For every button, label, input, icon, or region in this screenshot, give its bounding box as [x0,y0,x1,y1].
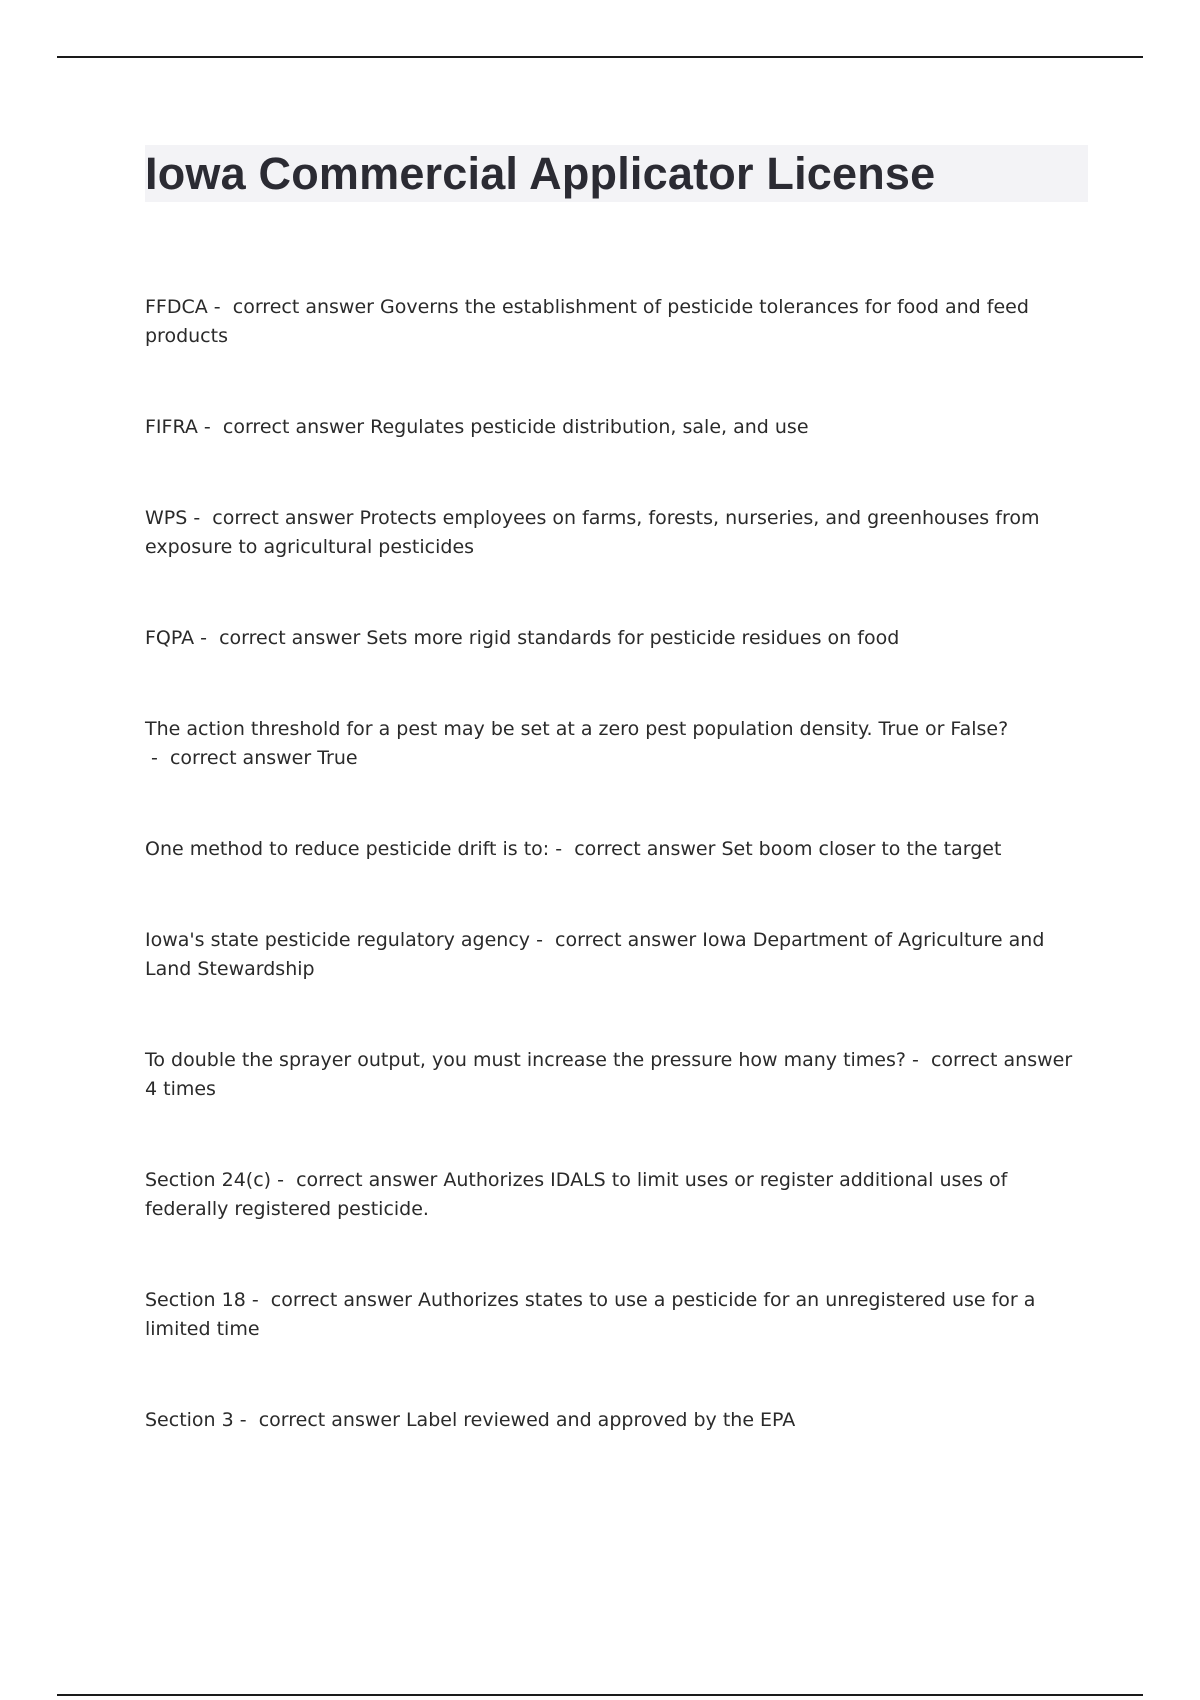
question-separator: - [145,747,170,769]
answer-text: Label reviewed and approved by the EPA [405,1409,796,1431]
question-text: FFDCA [145,296,208,318]
question-separator: - [530,929,556,951]
qa-item [145,1406,1085,1435]
answer-text: Governs the establishment of pesticide tolerances for food and feed products [145,296,1029,347]
qa-item [145,504,1085,562]
question-text: The action threshold for a pest may be set at a zero pest population density. True or False? [145,718,1009,740]
answer-text: Set boom closer to the target [721,838,1002,860]
page-title: Iowa Commercial Applicator License [145,148,936,199]
answer-text: Regulates pesticide distribution, sale, and use [370,416,809,438]
qa-item [145,715,1085,773]
question-text: FIFRA [145,416,198,438]
question-separator: - [207,296,233,318]
qa-list [145,293,1085,1497]
qa-item [145,624,1085,653]
answer-label: correct answer [296,1169,438,1191]
answer-text: Authorizes states to use a pesticide for an unregistered use for a limited time [145,1289,1036,1340]
answer-label: correct answer [222,416,365,438]
question-text: Section 18 [145,1289,246,1311]
question-text: Section 3 [145,1409,234,1431]
question-text: One method to reduce pesticide drift is to: [145,838,550,860]
answer-text: Protects employees on farms, forests, nurseries, and greenhouses from exposure to agricultural pesticides [145,507,1040,558]
answer-label: correct answer [555,929,697,951]
top-rule [57,56,1143,58]
qa-item [145,1286,1085,1344]
answer-label: correct answer [219,627,361,649]
answer-label: correct answer [169,747,312,769]
question-separator: - [194,627,220,649]
question-separator: - [549,838,575,860]
question-separator: - [271,1169,297,1191]
answer-text: Sets more rigid standards for pesticide residues on food [366,627,900,649]
question-text: To double the sprayer output, you must increase the pressure how many times? [145,1049,906,1071]
qa-item [145,293,1085,351]
answer-text: Iowa Department of Agriculture and Land Stewardship [145,929,1045,980]
qa-item [145,1046,1085,1104]
answer-label: correct answer [930,1049,1073,1071]
question-separator: - [197,416,223,438]
question-text: WPS [145,507,188,529]
question-separator: - [905,1049,931,1071]
answer-text: True [317,747,358,769]
qa-item [145,413,1085,442]
answer-label: correct answer [270,1289,412,1311]
answer-label: correct answer [258,1409,400,1431]
question-text: FQPA [145,627,195,649]
answer-label: correct answer [232,296,374,318]
answer-text: Authorizes IDALS to limit uses or register additional uses of federally registered pesticide. [145,1169,1008,1220]
question-separator: - [233,1409,259,1431]
question-separator: - [245,1289,271,1311]
answer-label: correct answer [574,838,716,860]
bottom-rule [57,1694,1143,1696]
question-text: Iowa's state pesticide regulatory agency [145,929,531,951]
qa-item [145,835,1085,864]
question-text: Section 24(c) [145,1169,272,1191]
question-separator: - [187,507,213,529]
answer-text: 4 times [145,1078,216,1100]
qa-item [145,926,1085,984]
answer-label: correct answer [212,507,354,529]
qa-item [145,1166,1085,1224]
